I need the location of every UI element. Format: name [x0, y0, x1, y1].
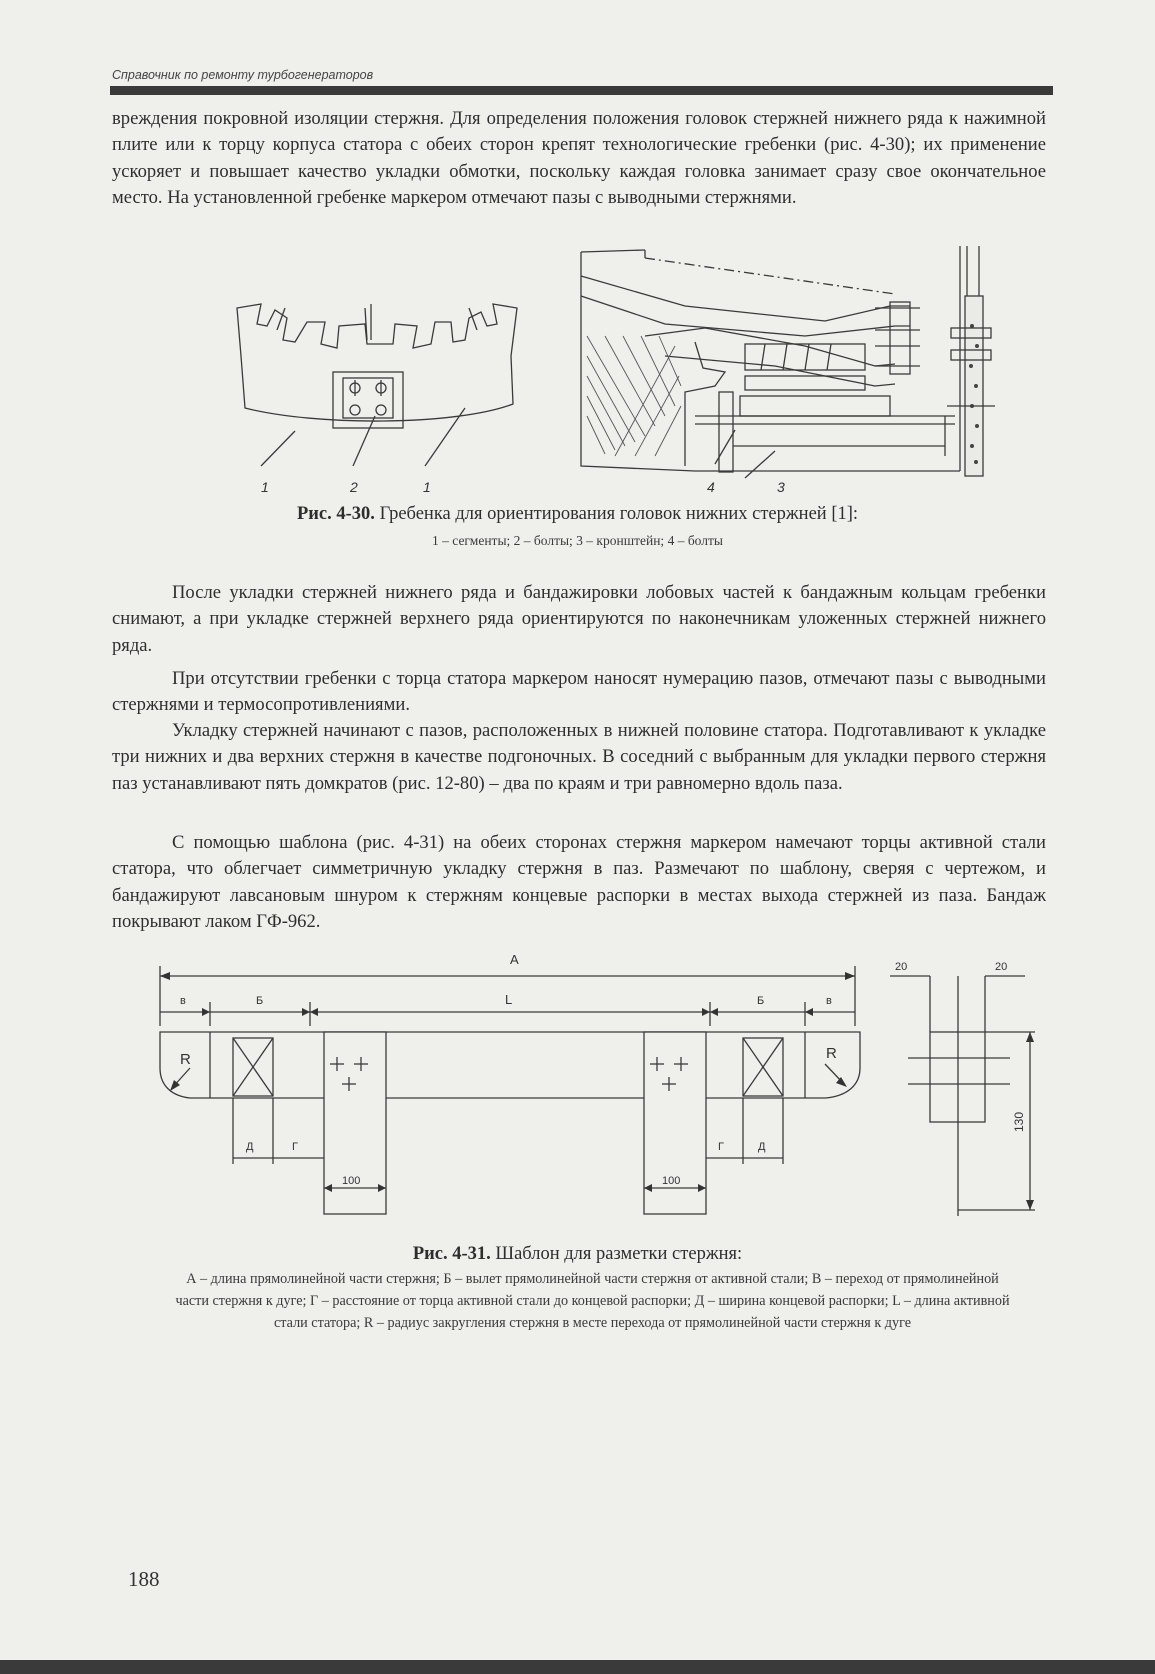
dim-L: L	[505, 992, 513, 1007]
callout-4: 4	[707, 479, 715, 495]
side-dim-20-right: 20	[995, 961, 1008, 973]
intro-paragraph: вреждения покровной изоляции стержня. Для определения положения головок стержней нижнего ряда к нажимной плите или к торцу корпуса статора с обеих сторон крепят технологические гребенки (рис. 4-30); их применение ускоряет и повышает качество укладки обмотки, поскольку каждая головка занимает сразу свое окончательное место. На установленной гребенке маркером отмечают пазы с выводными стержнями.	[112, 108, 1046, 209]
figure-30-comb-drawing	[225, 296, 545, 501]
paragraph-4: С помощью шаблона (рис. 4-31) на обеих сторонах стержня маркером намечают торцы активной стали статора, что облегчает симметричную укладку стержня в паз. Размечают по шаблону, сверяя с чертежом, и бандажируют лавсановым шнуром к стержням концевые распорки в местах выхода стержней из паза. Бандаж покрывают лаком ГФ-962.	[112, 832, 1046, 933]
paragraph-1: После укладки стержней нижнего ряда и бандажировки лобовых частей к бандажным кольцам гребенки снимают, а при укладке стержней верхнего ряда ориентируются по наконечникам уложенных стержней нижнего ряда.	[112, 582, 1046, 656]
dim-100-left: 100	[342, 1175, 361, 1187]
callout-1-left: 1	[261, 479, 269, 495]
figure-30-title: Гребенка для ориентирования головок нижних стержней [1]:	[379, 504, 859, 524]
paragraph-3: Укладку стержней начинают с пазов, расположенных в нижней половине статора. Подготавливают к укладке три нижних и два верхних стержня в качестве подгоночных. В соседний с выбранным для укладки первого стержня паз устанавливают пять домкратов (рис. 12-80) – два по краям и три равномерно вдоль паза.	[112, 720, 1046, 794]
figure-31-legend: А – длина прямолинейной части стержня; Б – вылет прямолинейной части стержня от активной стали; В – переход от прямолинейной части стержня к дуге; Г – расстояние от торца активной стали до концевой распорки; Д – ширина концевой распорки; L – длина активной стали статора; R – радиус закругления стержня в месте перехода от прямолинейной части стержня к дуге	[175, 1271, 1010, 1331]
scan-bottom-band	[0, 1660, 1155, 1674]
dim-g-left: Г	[292, 1141, 298, 1153]
figure-31-title: Шаблон для разметки стержня:	[495, 1244, 743, 1264]
figure-31-number: Рис. 4-31.	[412, 1244, 491, 1264]
side-dim-20-left: 20	[895, 961, 908, 973]
radius-right: R	[826, 1045, 837, 1062]
dim-100-right: 100	[662, 1175, 681, 1187]
side-dim-130: 130	[1012, 1111, 1026, 1132]
dim-A: A	[510, 952, 519, 967]
figure-31-template-drawing	[150, 946, 1040, 1222]
figure-31-caption	[0, 1244, 1155, 1265]
dim-g-right: Г	[718, 1141, 724, 1153]
figure-30-caption	[0, 504, 1155, 525]
callout-3: 3	[777, 479, 785, 495]
dim-d-left: Д	[246, 1141, 254, 1153]
radius-left: R	[180, 1051, 191, 1068]
figure-30-number: Рис. 4-30.	[296, 504, 375, 524]
callout-1-right: 1	[423, 479, 431, 495]
page-number: 188	[128, 1567, 160, 1591]
dim-b-right: Б	[757, 995, 765, 1007]
paragraph-2: При отсутствии гребенки с торца статора маркером наносят нумерацию пазов, отмечают пазы с выводными стержнями и термосопротивлениями.	[112, 668, 1046, 716]
dim-v-left: в	[180, 995, 186, 1007]
dim-b-left: Б	[256, 995, 264, 1007]
dim-d-right: Д	[758, 1141, 766, 1153]
header-rule	[110, 86, 1053, 95]
callout-2: 2	[350, 479, 358, 495]
figure-30-legend: 1 – сегменты; 2 – болты; 3 – кронштейн; 4 – болты	[432, 533, 723, 548]
figure-30-bracket-drawing	[575, 246, 1015, 501]
running-header: Справочник по ремонту турбогенераторов	[112, 68, 374, 82]
dim-v-right: в	[826, 995, 832, 1007]
